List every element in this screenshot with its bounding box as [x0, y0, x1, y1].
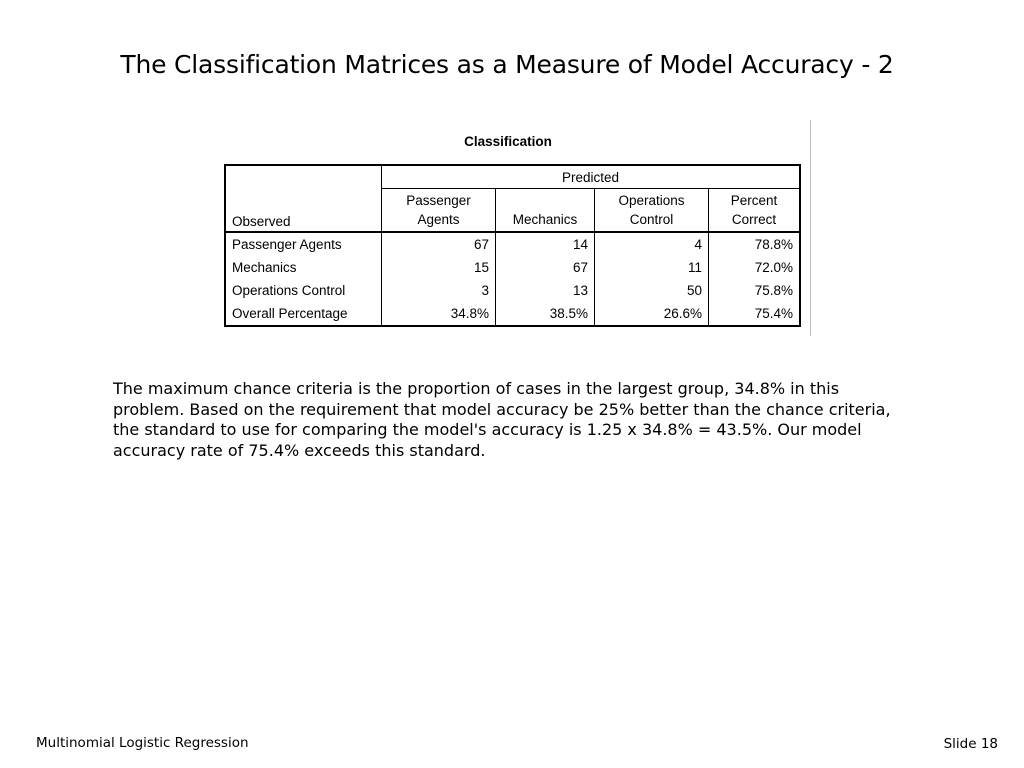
col-header-line: Percent: [730, 193, 778, 208]
col-header-passenger-agents: [382, 189, 496, 233]
col-header-operations-control: [595, 189, 709, 233]
table-cell: 34.8%: [382, 302, 496, 326]
table-caption: Classification: [464, 134, 552, 149]
table-cell: 11: [595, 256, 709, 279]
col-header-line: Mechanics: [512, 212, 578, 227]
classification-table-container: [224, 164, 801, 327]
table-cell: 38.5%: [496, 302, 595, 326]
table-cell: 4: [595, 232, 709, 256]
table-cell: 13: [496, 279, 595, 302]
table-header-row-1: [225, 165, 800, 189]
table-cell: 75.4%: [709, 302, 801, 326]
col-header-line: Correct: [731, 212, 777, 227]
classification-table: [224, 164, 801, 327]
table-cell: 3: [382, 279, 496, 302]
row-label: Overall Percentage: [225, 302, 382, 326]
table-row: [225, 279, 800, 302]
table-cell: 14: [496, 232, 595, 256]
table-cell: 26.6%: [595, 302, 709, 326]
predicted-header: Predicted: [382, 165, 801, 189]
slide-title: The Classification Matrices as a Measure of Model Accuracy - 2: [120, 50, 894, 79]
col-header-percent-correct: [709, 189, 801, 233]
table-row: [225, 256, 800, 279]
table-row: [225, 232, 800, 256]
slide-number: Slide 18: [943, 736, 998, 752]
col-header-mechanics: [496, 189, 595, 233]
footer-title: Multinomial Logistic Regression: [36, 735, 249, 751]
table-cell: 50: [595, 279, 709, 302]
col-header-line: Operations: [618, 193, 685, 208]
body-paragraph: The maximum chance criteria is the proportion of cases in the largest group, 34.8% in this problem. Based on the requirement that model accuracy be 25% better than the chance criteria, the standard to use for comparing the model's accuracy is 1.25 x 34.8% = 43.5%. Our model accuracy rate of 75.4% exceeds this standard.: [113, 379, 891, 460]
row-label: Mechanics: [225, 256, 382, 279]
col-header-line: Agents: [417, 212, 460, 227]
table-cell: 78.8%: [709, 232, 801, 256]
row-label: Operations Control: [225, 279, 382, 302]
observed-header: Observed: [225, 165, 382, 232]
col-header-line: Passenger: [406, 193, 471, 208]
table-cell: 72.0%: [709, 256, 801, 279]
table-cell: 75.8%: [709, 279, 801, 302]
table-cell: 15: [382, 256, 496, 279]
table-row: [225, 302, 800, 326]
row-label: Passenger Agents: [225, 232, 382, 256]
table-cell: 67: [382, 232, 496, 256]
table-cell: 67: [496, 256, 595, 279]
table-frame-border: [810, 120, 811, 336]
col-header-line: Control: [629, 212, 674, 227]
